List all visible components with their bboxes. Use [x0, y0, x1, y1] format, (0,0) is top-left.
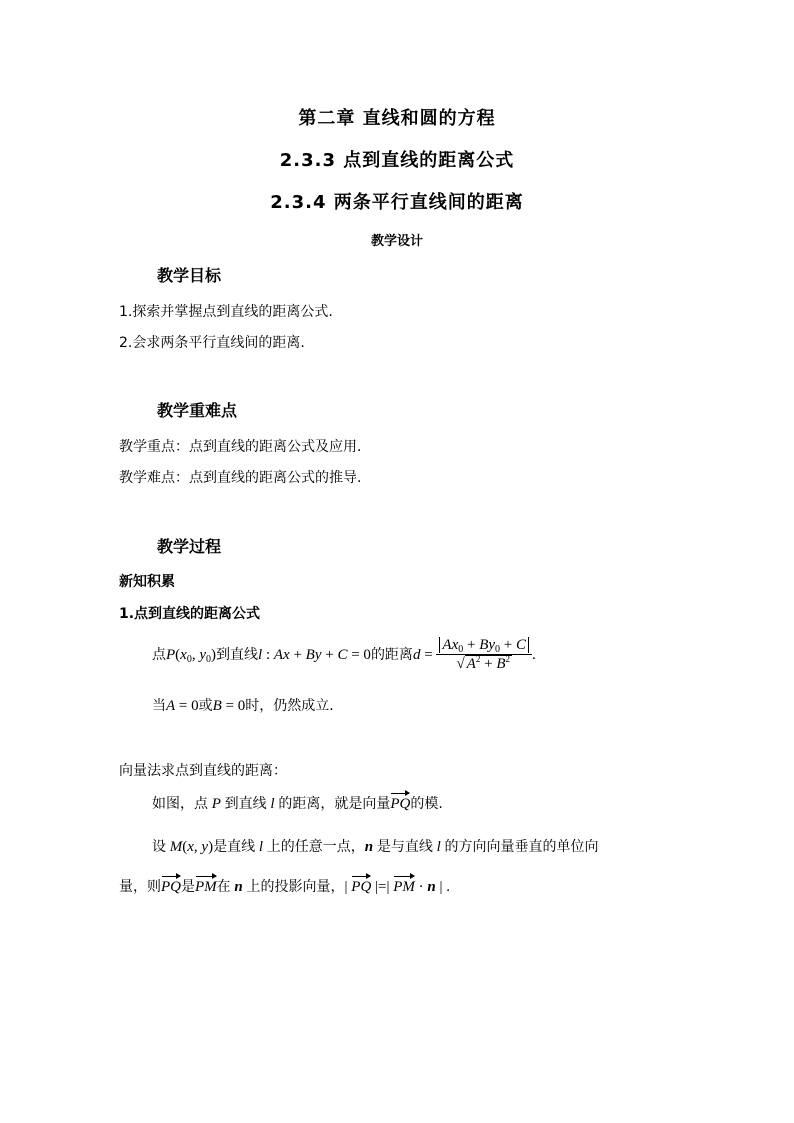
distance-formula-line: 点$P(x_0$, $y_0$)到直线l : Ax + By + C = 0的距离d = $\frac{Ax_0 + By_0 + C}{√ A^2 + B^2}$ .: [152, 637, 536, 672]
vector-pq: PQ: [390, 796, 411, 812]
process-heading: 教学过程: [157, 537, 222, 556]
special-case-line: 当A = 0或B = 0时，仍然成立.: [152, 698, 334, 714]
goal-item-2: 2.会求两条平行直线间的距离.: [119, 335, 305, 351]
vector-line-2: 设 M(x, y)是直线 l 上的任意一点，n 是与直线 l 的方向向量垂直的单位向: [152, 839, 599, 855]
vector-line-3: 量，则PQ是PM在 n 上的投影向量，| PQ |=| PM · n | .: [119, 879, 451, 895]
chapter-title: 第二章 直线和圆的方程: [298, 108, 496, 129]
key-point: 教学重点：点到直线的距离公式及应用.: [119, 439, 362, 455]
section-title-234: 2.3.4 两条平行直线间的距离: [270, 192, 524, 213]
formula-heading: 1.点到直线的距离公式: [119, 606, 261, 622]
distance-fraction: $\frac{Ax_0 + By_0 + C}{√ A^2 + B^2}$: [436, 637, 532, 673]
vector-line-1: 如图，点 P 到直线 l 的距离，就是向量PQ的模.: [152, 796, 443, 812]
difficulty-heading: 教学重难点: [157, 401, 238, 420]
section-title-233: 2.3.3 点到直线的距离公式: [279, 150, 515, 171]
vector-pq: PQ: [161, 879, 181, 895]
goal-item-1: 1.探索并掌握点到直线的距离公式.: [119, 304, 333, 320]
new-knowledge-label: 新知积累: [119, 574, 175, 590]
vector-method-heading: 向量法求点到直线的距离：: [119, 763, 287, 779]
point-p-expr: P: [166, 647, 176, 663]
vector-pm: PM: [195, 879, 217, 895]
line-equation: l: [258, 647, 263, 663]
doc-type-label: 教学设计: [370, 234, 423, 249]
goals-heading: 教学目标: [157, 266, 222, 285]
difficult-point: 教学难点：点到直线的距离公式的推导.: [119, 470, 362, 486]
